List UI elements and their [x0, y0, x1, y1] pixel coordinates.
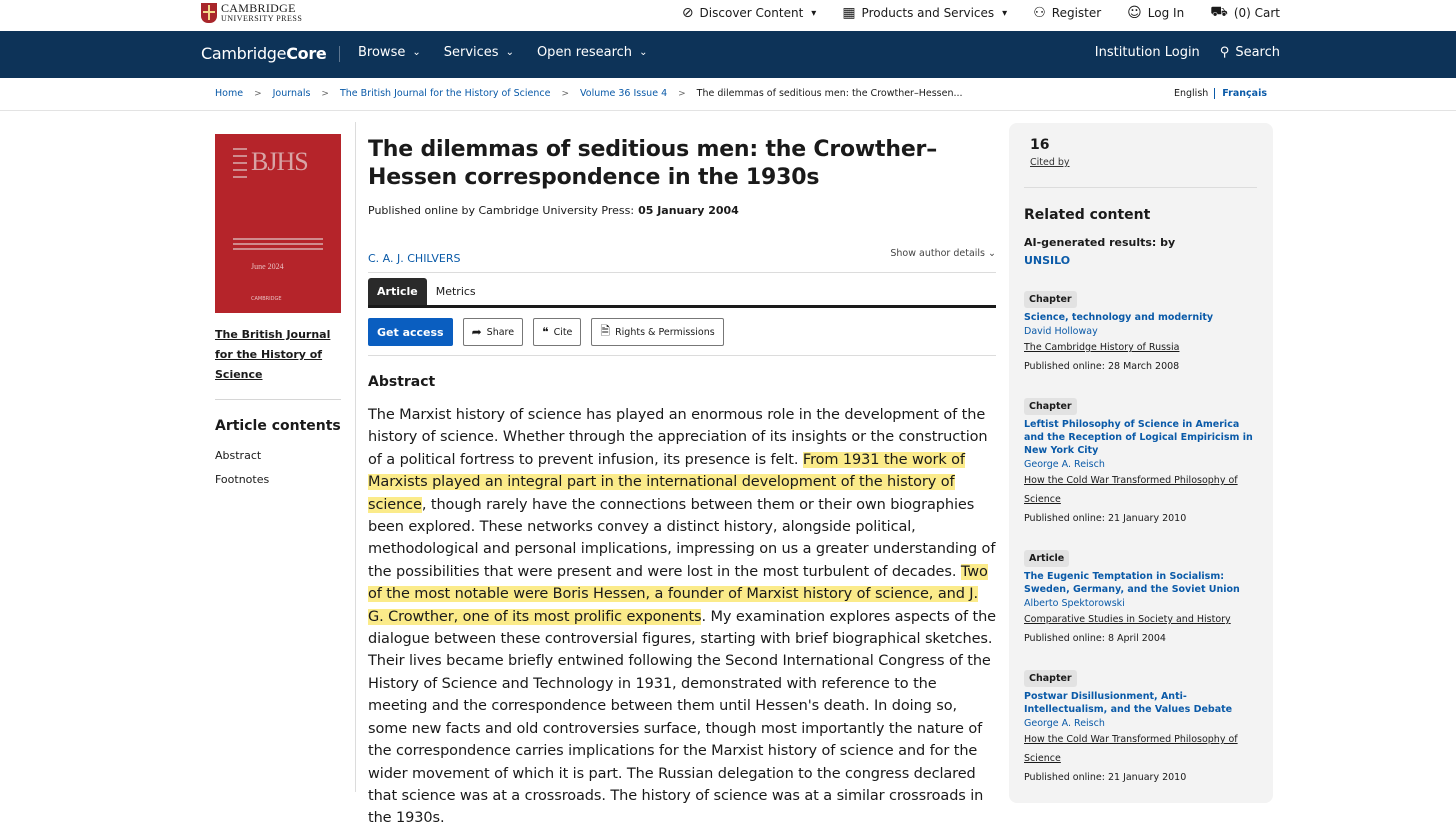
logo-line-1: CAMBRIDGE — [221, 1, 296, 15]
breadcrumb-separator: > — [254, 88, 262, 99]
author-link[interactable]: C. A. J. CHILVERS — [368, 252, 461, 265]
chevron-down-icon: ⌄ — [505, 47, 514, 58]
compass-icon: ⊘ — [681, 5, 694, 21]
column-divider — [355, 122, 356, 792]
rights-label: Rights & Permissions — [615, 326, 715, 338]
cited-by-link[interactable]: Cited by — [1030, 157, 1070, 168]
divider — [1024, 187, 1257, 188]
related-title-link[interactable]: Science, technology and modernity — [1024, 312, 1214, 323]
abstract-heading: Abstract — [368, 374, 436, 390]
login-link[interactable] — [1127, 5, 1184, 21]
related-date: Published online: 28 March 2008 — [1024, 361, 1180, 372]
discover-content-menu[interactable] — [682, 5, 817, 21]
lang-french[interactable]: Français — [1222, 88, 1267, 99]
quote-icon: ❝ — [542, 325, 549, 339]
tab-underline — [368, 305, 996, 308]
left-column — [215, 134, 341, 486]
chevron-down-icon: ⌄ — [988, 248, 996, 259]
journal-cover[interactable] — [215, 134, 341, 313]
share-icon: ➦ — [471, 325, 482, 339]
products-services-menu[interactable] — [842, 5, 1007, 21]
nav-services[interactable] — [444, 45, 514, 60]
tab-metrics[interactable]: Metrics — [435, 285, 476, 298]
institution-login-link[interactable]: Institution Login — [1094, 45, 1200, 60]
related-title-link[interactable]: Leftist Philosophy of Science in America and the Reception of Logical Empiricism in New York City — [1024, 419, 1253, 456]
cover-title: BJHS — [251, 147, 308, 176]
nav-open-research-label: Open research — [536, 45, 633, 60]
related-date: Published online: 8 April 2004 — [1024, 633, 1166, 644]
related-date: Published online: 21 January 2010 — [1024, 772, 1187, 783]
published-line — [368, 204, 996, 217]
abstract-highlight: From 1931 the work of Marxists played an integral part in the international development of the history of science — [368, 451, 965, 513]
show-author-label: Show author details — [890, 248, 985, 259]
content-type-badge: Chapter — [1024, 670, 1077, 687]
contents-item-abstract[interactable]: Abstract — [215, 449, 262, 462]
related-source-link[interactable]: Comparative Studies in Society and History — [1024, 614, 1231, 625]
login-label: Log In — [1147, 6, 1185, 20]
journal-name-link[interactable]: The British Journal for the History of Science — [215, 328, 331, 381]
divider — [368, 272, 996, 273]
shield-icon — [201, 3, 217, 23]
nav-browse-label: Browse — [358, 45, 406, 60]
published-label: Published online by Cambridge University Press: — [368, 204, 635, 217]
register-link[interactable] — [1033, 5, 1101, 21]
cite-button[interactable] — [533, 318, 581, 346]
cart-label: (0) Cart — [1233, 6, 1280, 20]
article-tabs — [368, 278, 485, 306]
content-type-badge: Chapter — [1024, 398, 1077, 415]
related-source-link[interactable]: The Cambridge History of Russia — [1024, 342, 1180, 353]
divider — [215, 399, 341, 400]
content-type-badge: Chapter — [1024, 291, 1077, 308]
nav-separator — [339, 46, 340, 62]
cover-date: June 2024 — [251, 262, 284, 271]
chevron-down-icon: ⌄ — [639, 47, 648, 58]
contents-item-footnotes[interactable]: Footnotes — [215, 473, 270, 486]
list-item — [1024, 666, 1259, 787]
products-services-label: Products and Services — [861, 6, 995, 20]
share-button[interactable] — [463, 318, 523, 346]
share-label: Share — [486, 326, 515, 338]
brand-bold: Core — [286, 44, 327, 63]
add-user-icon: ⚇ — [1033, 5, 1046, 21]
breadcrumb — [215, 88, 963, 99]
ai-generated-label: AI-generated results: by — [1024, 236, 1176, 249]
article-contents-heading: Article contents — [215, 418, 341, 434]
related-source-link[interactable]: How the Cold War Transformed Philosophy of Science — [1024, 475, 1238, 505]
utility-bar — [0, 0, 1456, 31]
right-sidebar — [1009, 123, 1273, 803]
lang-english[interactable]: English — [1174, 88, 1215, 99]
get-access-button[interactable]: Get access — [368, 318, 453, 346]
content-type-badge: Article — [1024, 550, 1069, 567]
breadcrumb-journals[interactable]: Journals — [272, 88, 311, 99]
cover-publisher: CAMBRIDGE — [251, 296, 282, 302]
cite-label: Cite — [553, 326, 573, 338]
related-content-heading: Related content — [1024, 207, 1151, 223]
related-date: Published online: 21 January 2010 — [1024, 513, 1187, 524]
related-title-link[interactable]: Postwar Disillusionment, Anti-Intellectualism, and the Values Debate — [1024, 691, 1233, 715]
divider — [368, 355, 996, 356]
abstract-part: . My examination explores aspects of the dialogue between these controversial figures, starting with brief biographical sketches. Their lives became briefly entwined following the Second International Congress of the History of Science and Technology in 1931, demonstrated with reference to the meeting and the correspondence between them until Hessen's death. In doing so, some new facts and old controversies surface, though most importantly the nature of the correspondence carries implications for the Marxist history of science and for the wider movement of which it is part. The Russian delegation to the congress declared that science was at a crossroads. The history of science was at a similar crossroads in the 1930s. — [368, 608, 996, 827]
search-icon[interactable]: ⚲ — [1219, 45, 1230, 60]
breadcrumb-separator: > — [678, 88, 686, 99]
article-actions — [368, 318, 734, 346]
cart-link[interactable] — [1210, 4, 1280, 22]
brand-light: Cambridge — [201, 44, 287, 63]
document-icon: 🗎 — [600, 323, 611, 338]
breadcrumb-journal[interactable]: The British Journal for the History of Science — [339, 88, 551, 99]
related-author-link[interactable]: Alberto Spektorowski — [1024, 598, 1125, 609]
cambridge-university-press-logo[interactable] — [201, 3, 302, 23]
related-author-link[interactable]: David Holloway — [1024, 326, 1098, 337]
discover-content-label: Discover Content — [699, 6, 804, 20]
nav-browse[interactable] — [358, 45, 421, 60]
breadcrumb-home[interactable]: Home — [215, 88, 244, 99]
user-icon: ☺ — [1127, 5, 1142, 21]
grid-icon: ▦ — [842, 5, 856, 21]
abstract-part: The Marxist history of science has played an enormous role in the development of the history of science. Whether through the appreciation of its insights or the construction of a political fortress to prevent infusion, its presence is felt. — [368, 407, 988, 468]
register-label: Register — [1051, 6, 1102, 20]
abstract-part: , though rarely have the connections between them or their own biographies been explored. These networks convey a distinct history, alongside political, methodological and personal implications, impressing on us a greater understanding of the possibilities that were present and were lost in the most turbulent of decades. — [368, 496, 996, 580]
language-switcher — [1174, 88, 1267, 99]
related-title-link[interactable]: The Eugenic Temptation in Socialism: Sweden, Germany, and the Soviet Union — [1024, 571, 1240, 595]
breadcrumb-separator: > — [561, 88, 570, 99]
abstract-text — [368, 404, 996, 830]
nav-services-label: Services — [443, 45, 499, 60]
cart-icon: ⛟ — [1210, 4, 1228, 20]
rights-permissions-button[interactable] — [591, 318, 723, 346]
list-item — [1024, 287, 1259, 376]
chevron-down-icon: ▾ — [1002, 7, 1008, 19]
chevron-down-icon: ⌄ — [412, 47, 421, 58]
related-source-link[interactable]: How the Cold War Transformed Philosophy of Science — [1024, 734, 1238, 764]
breadcrumb-bar — [0, 78, 1456, 111]
nav-open-research[interactable] — [537, 45, 648, 60]
article-main — [368, 136, 996, 827]
logo-line-2: UNIVERSITY PRESS — [221, 14, 303, 23]
list-item — [1024, 546, 1259, 648]
published-date: 05 January 2004 — [638, 204, 739, 217]
related-author-link[interactable]: George A. Reisch — [1024, 459, 1105, 470]
unsilo-link[interactable]: UNSILO — [1024, 254, 1071, 267]
chevron-down-icon: ▾ — [811, 7, 817, 19]
tab-article[interactable]: Article — [368, 278, 427, 306]
main-navigation — [0, 31, 1456, 78]
abstract-highlight: Two of the most notable were Boris Hessen, a founder of Marxist history of science, and J. G. Crowther, one of its most prolific exponents — [368, 563, 988, 625]
breadcrumb-issue[interactable]: Volume 36 Issue 4 — [580, 88, 668, 99]
breadcrumb-current: The dilemmas of seditious men: the Crowther–Hessen... — [696, 88, 963, 99]
related-list — [1024, 287, 1259, 805]
page-title: The dilemmas of seditious men: the Crowther–Hessen correspondence in the 1930s — [368, 137, 937, 190]
show-author-details-toggle[interactable] — [890, 248, 996, 259]
search-button[interactable]: Search — [1235, 45, 1280, 60]
cited-by-count[interactable]: 16 — [1030, 137, 1050, 153]
cambridge-core-brand[interactable] — [201, 44, 326, 63]
breadcrumb-separator: > — [321, 88, 329, 99]
list-item — [1024, 394, 1259, 528]
related-author-link[interactable]: George A. Reisch — [1024, 718, 1105, 729]
